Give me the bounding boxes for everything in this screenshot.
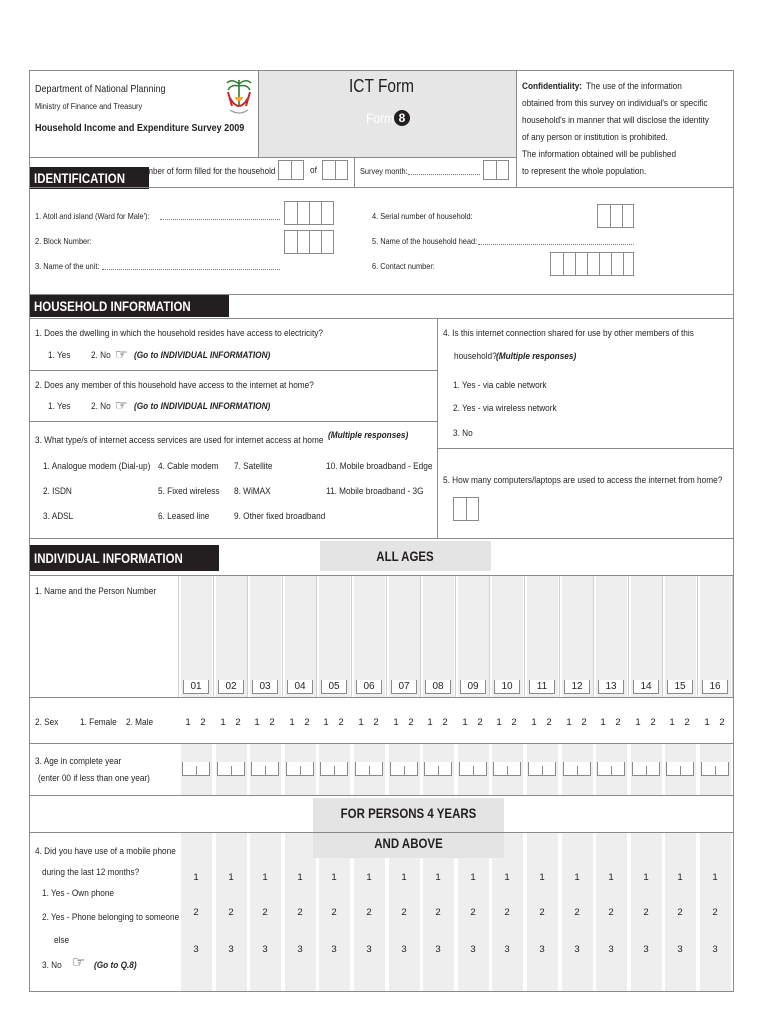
age-input[interactable] xyxy=(597,762,625,776)
hh-q5: 5. How many computers/laptops are used to access the internet from home? xyxy=(443,475,723,486)
confidentiality-title: Confidentiality: xyxy=(522,81,583,92)
of-label: of xyxy=(310,165,317,176)
hh-q3-opt-6[interactable]: 6. Leased line xyxy=(158,511,210,522)
person-column-shade xyxy=(250,576,281,697)
hh-q3: 3. What type/s of internet access services are used for internet access at home xyxy=(35,435,324,446)
person-column-shade xyxy=(389,576,420,697)
mobile-phone-code-3[interactable]: 3 xyxy=(470,944,476,955)
person-column-shade xyxy=(631,576,662,697)
person-number: 06 xyxy=(356,680,382,694)
mobile-phone-code-3[interactable]: 3 xyxy=(297,944,303,955)
national-emblem-icon xyxy=(222,76,256,120)
person-column-shade xyxy=(216,576,247,697)
form-title-text: ICT Form xyxy=(349,76,415,96)
survey-name: Household Income and Expenditure Survey 2009 xyxy=(35,122,245,134)
mobile-phone-code-2[interactable]: 2 xyxy=(608,907,614,918)
sex-code-female[interactable]: 1 xyxy=(358,717,364,728)
mobile-phone-code-3[interactable]: 3 xyxy=(435,944,441,955)
mobile-phone-code-1[interactable]: 1 xyxy=(262,872,268,883)
person-number: 11 xyxy=(529,680,555,694)
all-ages-header xyxy=(320,541,491,571)
sex-code-female[interactable]: 1 xyxy=(496,717,502,728)
confidentiality-line-3: of any person or institution is prohibited. xyxy=(522,132,668,143)
person-column-shade xyxy=(423,576,454,697)
hh-q3-opt-5[interactable]: 5. Fixed wireless xyxy=(158,486,220,497)
sex-code-female[interactable]: 1 xyxy=(185,717,191,728)
mobile-phone-code-2[interactable]: 2 xyxy=(539,907,545,918)
head-name-label: 5. Name of the household head: xyxy=(372,236,478,246)
sex-code-female[interactable]: 1 xyxy=(635,717,641,728)
age-input[interactable] xyxy=(251,762,279,776)
sex-code-female[interactable]: 1 xyxy=(393,717,399,728)
mobile-phone-code-3[interactable]: 3 xyxy=(539,944,545,955)
age-input[interactable] xyxy=(217,762,245,776)
hh-q4-line1: 4. Is this internet connection shared for use by other members of this xyxy=(443,328,694,339)
mobile-phone-code-1[interactable]: 1 xyxy=(435,872,441,883)
person-column-shade xyxy=(285,576,316,697)
hh-q2-goto: (Go to INDIVIDUAL INFORMATION) xyxy=(134,401,271,412)
person-number: 14 xyxy=(633,680,659,694)
sex-code-male[interactable]: 2 xyxy=(235,717,241,728)
mobile-phone-code-3[interactable]: 3 xyxy=(262,944,268,955)
person-number: 15 xyxy=(667,680,693,694)
hh-q4-opt-3[interactable]: 3. No xyxy=(453,428,473,439)
mobile-phone-code-1[interactable]: 1 xyxy=(712,872,718,883)
hh-q2-yes[interactable]: 1. Yes xyxy=(48,401,71,412)
age-input[interactable] xyxy=(701,762,729,776)
mobile-phone-code-3[interactable]: 3 xyxy=(643,944,649,955)
confidentiality-line-2: household's in manner that will disclose the identity xyxy=(522,115,709,126)
age-input[interactable] xyxy=(632,762,660,776)
hh-q2-no[interactable]: 2. No xyxy=(91,401,111,412)
survey-month-input[interactable] xyxy=(483,160,509,180)
mobile-phone-code-3[interactable]: 3 xyxy=(401,944,407,955)
individual-header xyxy=(30,545,219,571)
atoll-label: 1. Atoll and island (Ward for Male'): xyxy=(35,211,150,221)
sex-code-female[interactable]: 1 xyxy=(220,717,226,728)
hh-q3-opt-11[interactable]: 11. Mobile broadband - 3G xyxy=(326,486,424,497)
mobile-phone-code-3[interactable]: 3 xyxy=(608,944,614,955)
mobile-phone-code-1[interactable]: 1 xyxy=(297,872,303,883)
sex-code-female[interactable]: 1 xyxy=(289,717,295,728)
hh-q1-goto: (Go to INDIVIDUAL INFORMATION) xyxy=(134,350,271,361)
sex-code-female[interactable]: 1 xyxy=(704,717,710,728)
ind-q4-goto: (Go to Q.8) xyxy=(94,960,137,971)
sex-code-female[interactable]: 1 xyxy=(566,717,572,728)
ind-q2: 2. Sex xyxy=(35,717,59,728)
mobile-phone-code-2[interactable]: 2 xyxy=(401,907,407,918)
mobile-phone-code-2[interactable]: 2 xyxy=(262,907,268,918)
person-number: 02 xyxy=(218,680,244,694)
ind-q2-male: 2. Male xyxy=(126,717,154,728)
person-number: 04 xyxy=(287,680,313,694)
ind-q3-line2: (enter 00 if less than one year) xyxy=(38,773,150,784)
identification-header xyxy=(30,167,149,189)
unit-label: 3. Name of the unit: xyxy=(35,261,100,271)
hh-q3-opt-7[interactable]: 7. Satellite xyxy=(234,461,273,472)
sex-code-female[interactable]: 1 xyxy=(600,717,606,728)
hh-q1: 1. Does the dwelling in which the household resides have access to electricity? xyxy=(35,328,324,339)
ind-q4-line2: during the last 12 months? xyxy=(42,867,140,878)
person-number: 10 xyxy=(494,680,520,694)
person-number: 08 xyxy=(425,680,451,694)
confidentiality-line-4: The information obtained will be published xyxy=(522,149,677,160)
hand-pointer-icon: ☞ xyxy=(72,954,86,971)
forms-filled-label: Number of form filled for the household xyxy=(136,165,276,176)
mobile-phone-code-1[interactable]: 1 xyxy=(608,872,614,883)
contact-label: 6. Contact number: xyxy=(372,261,435,271)
block-label: 2. Block Number: xyxy=(35,236,92,246)
mobile-phone-code-2[interactable]: 2 xyxy=(643,907,649,918)
household-title: HOUSEHOLD INFORMATION xyxy=(34,298,191,314)
mobile-phone-code-2[interactable]: 2 xyxy=(470,907,476,918)
ind-q2-female: 1. Female xyxy=(80,717,117,728)
form-title xyxy=(349,76,414,97)
age-input[interactable] xyxy=(563,762,591,776)
hh-q4-line2: household? xyxy=(454,351,497,362)
sex-code-male[interactable]: 2 xyxy=(269,717,275,728)
sex-code-male[interactable]: 2 xyxy=(373,717,379,728)
forms-total-input[interactable] xyxy=(322,160,348,180)
mobile-phone-code-3[interactable]: 3 xyxy=(677,944,683,955)
mobile-phone-code-3[interactable]: 3 xyxy=(574,944,580,955)
sex-code-male[interactable]: 2 xyxy=(511,717,517,728)
mobile-phone-code-2[interactable]: 2 xyxy=(677,907,683,918)
age-input[interactable] xyxy=(320,762,348,776)
hh-q3-opt-2[interactable]: 2. ISDN xyxy=(43,486,72,497)
form-word: Form xyxy=(366,110,395,126)
hh-q2: 2. Does any member of this household have access to the internet at home? xyxy=(35,380,314,391)
sex-code-female[interactable]: 1 xyxy=(531,717,537,728)
forms-filled-input[interactable] xyxy=(278,160,304,180)
person-column-shade xyxy=(319,576,350,697)
person-column-shade xyxy=(181,576,212,697)
mobile-phone-code-3[interactable]: 3 xyxy=(193,944,199,955)
mobile-phone-code-2[interactable]: 2 xyxy=(331,907,337,918)
sex-code-male[interactable]: 2 xyxy=(719,717,725,728)
mobile-phone-code-1[interactable]: 1 xyxy=(574,872,580,883)
block-input[interactable] xyxy=(284,230,334,254)
household-header xyxy=(30,295,229,317)
sex-code-male[interactable]: 2 xyxy=(408,717,414,728)
hh-q4-opt-2[interactable]: 2. Yes - via wireless network xyxy=(453,403,557,414)
serial-label: 4. Serial number of household: xyxy=(372,211,473,221)
persons4-header xyxy=(313,798,504,858)
computers-count-input[interactable] xyxy=(453,497,479,521)
hh-q4-opt-1[interactable]: 1. Yes - via cable network xyxy=(453,380,547,391)
sex-code-male[interactable]: 2 xyxy=(477,717,483,728)
person-number: 03 xyxy=(252,680,278,694)
sex-code-male[interactable]: 2 xyxy=(581,717,587,728)
mobile-phone-code-1[interactable]: 1 xyxy=(677,872,683,883)
hh-q3-opt-8[interactable]: 8. WiMAX xyxy=(234,486,271,497)
confidentiality-line-1: obtained from this survey on individual's or specific xyxy=(522,98,708,109)
person-number: 16 xyxy=(702,680,728,694)
mobile-phone-code-1[interactable]: 1 xyxy=(470,872,476,883)
mobile-phone-code-1[interactable]: 1 xyxy=(193,872,199,883)
contact-input[interactable] xyxy=(550,252,634,276)
mobile-phone-code-2[interactable]: 2 xyxy=(712,907,718,918)
person-column-shade xyxy=(527,576,558,697)
form-number-badge xyxy=(394,110,410,126)
person-number: 01 xyxy=(183,680,209,694)
sex-code-male[interactable]: 2 xyxy=(684,717,690,728)
mobile-phone-code-2[interactable]: 2 xyxy=(228,907,234,918)
sex-code-female[interactable]: 1 xyxy=(427,717,433,728)
mobile-phone-code-1[interactable]: 1 xyxy=(366,872,372,883)
ind-q4-line1: 4. Did you have use of a mobile phone xyxy=(35,846,176,857)
hh-q3-opt-4[interactable]: 4. Cable modem xyxy=(158,461,219,472)
hh-q3-opt-10[interactable]: 10. Mobile broadband - Edge xyxy=(326,461,433,472)
sex-code-female[interactable]: 1 xyxy=(323,717,329,728)
age-input[interactable] xyxy=(424,762,452,776)
sex-code-female[interactable]: 1 xyxy=(462,717,468,728)
person-column-shade xyxy=(492,576,523,697)
hand-pointer-icon: ☞ xyxy=(115,346,128,362)
survey-month-label: Survey month: xyxy=(360,166,408,176)
sex-code-male[interactable]: 2 xyxy=(442,717,448,728)
mobile-phone-code-3[interactable]: 3 xyxy=(331,944,337,955)
sex-code-male[interactable]: 2 xyxy=(304,717,310,728)
person-number: 07 xyxy=(391,680,417,694)
age-input[interactable] xyxy=(286,762,314,776)
age-input[interactable] xyxy=(355,762,383,776)
mobile-phone-code-3[interactable]: 3 xyxy=(366,944,372,955)
mobile-phone-code-2[interactable]: 2 xyxy=(193,907,199,918)
person-column-shade xyxy=(700,576,731,697)
hand-pointer-icon: ☞ xyxy=(115,397,128,413)
age-input[interactable] xyxy=(390,762,418,776)
person-column-shade xyxy=(596,576,627,697)
hh-q1-no[interactable]: 2. No xyxy=(91,350,111,361)
mobile-phone-code-1[interactable]: 1 xyxy=(331,872,337,883)
ministry-name: Ministry of Finance and Treasury xyxy=(35,101,143,111)
person-number: 12 xyxy=(564,680,590,694)
mobile-phone-code-2[interactable]: 2 xyxy=(574,907,580,918)
age-input[interactable] xyxy=(493,762,521,776)
serial-input[interactable] xyxy=(597,204,634,228)
age-input[interactable] xyxy=(459,762,487,776)
mobile-phone-code-1[interactable]: 1 xyxy=(504,872,510,883)
confidentiality-line-5: to represent the whole population. xyxy=(522,166,647,177)
identification-title: IDENTIFICATION xyxy=(34,170,125,186)
person-column-shade xyxy=(562,576,593,697)
mobile-phone-code-3[interactable]: 3 xyxy=(228,944,234,955)
sex-code-male[interactable]: 2 xyxy=(615,717,621,728)
hh-q3-opt-3[interactable]: 3. ADSL xyxy=(43,511,74,522)
individual-title: INDIVIDUAL INFORMATION xyxy=(34,550,183,566)
person-column-shade xyxy=(458,576,489,697)
mobile-phone-code-3[interactable]: 3 xyxy=(504,944,510,955)
atoll-input[interactable] xyxy=(284,201,334,225)
person-number: 09 xyxy=(460,680,486,694)
ind-q4-opt3: 3. No xyxy=(42,960,62,971)
person-column-shade xyxy=(354,576,385,697)
person-column-shade xyxy=(665,576,696,697)
sex-code-male[interactable]: 2 xyxy=(200,717,206,728)
hh-q1-yes[interactable]: 1. Yes xyxy=(48,350,71,361)
mobile-phone-code-1[interactable]: 1 xyxy=(643,872,649,883)
mobile-phone-code-1[interactable]: 1 xyxy=(401,872,407,883)
mobile-phone-code-2[interactable]: 2 xyxy=(297,907,303,918)
person-number: 05 xyxy=(321,680,347,694)
sex-code-male[interactable]: 2 xyxy=(338,717,344,728)
ind-q3-line1: 3. Age in complete year xyxy=(35,756,122,767)
hh-q3-opt-9[interactable]: 9. Other fixed broadband xyxy=(234,511,326,522)
ind-q4-opt2a: 2. Yes - Phone belonging to someone xyxy=(42,912,180,923)
sex-code-male[interactable]: 2 xyxy=(650,717,656,728)
mobile-phone-code-2[interactable]: 2 xyxy=(504,907,510,918)
hh-q3-opt-1[interactable]: 1. Analogue modem (Dial-up) xyxy=(43,461,151,472)
mobile-phone-code-1[interactable]: 1 xyxy=(539,872,545,883)
age-input[interactable] xyxy=(182,762,210,776)
age-input[interactable] xyxy=(666,762,694,776)
confidentiality-line-0: The use of the information xyxy=(586,81,682,92)
hh-q3-multi: (Multiple responses) xyxy=(328,430,409,441)
age-input[interactable] xyxy=(528,762,556,776)
sex-code-male[interactable]: 2 xyxy=(546,717,552,728)
sex-code-female[interactable]: 1 xyxy=(254,717,260,728)
ind-q4-opt2b: else xyxy=(54,935,70,946)
persons4-text: FOR PERSONS 4 YEARS AND ABOVE xyxy=(340,805,477,851)
mobile-phone-code-3[interactable]: 3 xyxy=(712,944,718,955)
person-number: 13 xyxy=(598,680,624,694)
ind-q4-opt1: 1. Yes - Own phone xyxy=(42,888,115,899)
dept-name: Department of National Planning xyxy=(35,83,166,95)
ind-q1: 1. Name and the Person Number xyxy=(35,586,157,597)
mobile-phone-code-1[interactable]: 1 xyxy=(228,872,234,883)
all-ages-text: ALL AGES xyxy=(376,548,435,564)
form-number: 8 xyxy=(398,111,406,125)
mobile-phone-code-2[interactable]: 2 xyxy=(435,907,441,918)
form-number-label xyxy=(366,110,394,126)
hh-q4-multi: (Multiple responses) xyxy=(496,351,577,362)
sex-code-female[interactable]: 1 xyxy=(669,717,675,728)
mobile-phone-code-2[interactable]: 2 xyxy=(366,907,372,918)
